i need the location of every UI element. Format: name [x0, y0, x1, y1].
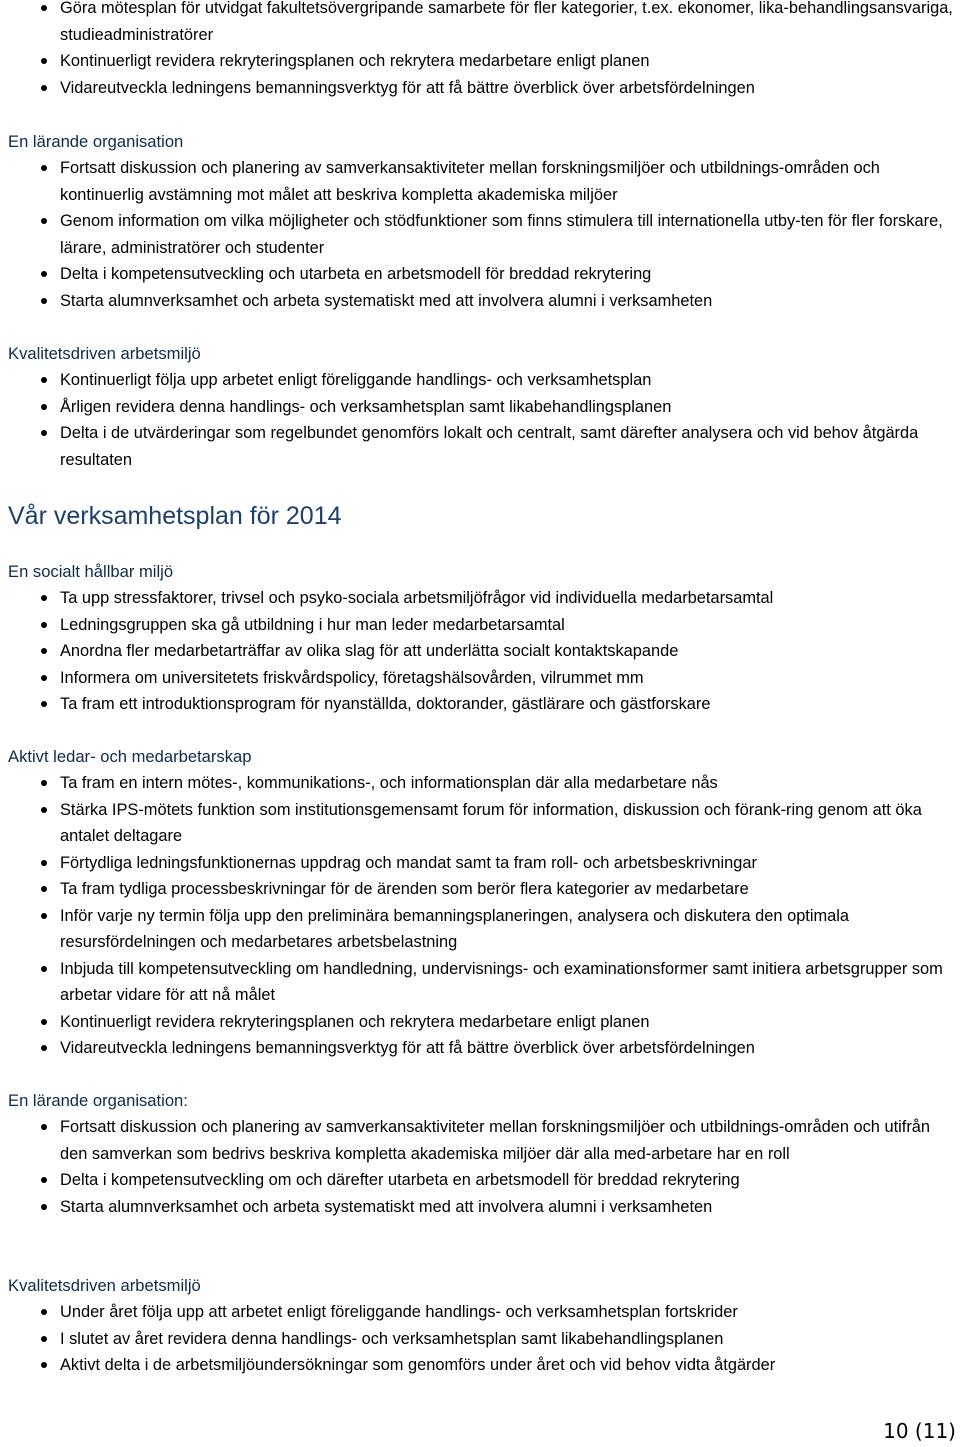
section-heading-kvalitetsdriven-arbetsmiljo-2: Kvalitetsdriven arbetsmiljö: [8, 1276, 201, 1295]
bullet-icon: [41, 430, 47, 436]
bullet-icon: [41, 1362, 47, 1368]
plan-heading: Vår verksamhetsplan för 2014: [8, 502, 342, 530]
list-item-text: Vidareutveckla ledningens bemanningsverktyg för att få bättre överblick över arbetsfördelningen: [60, 1039, 755, 1057]
list-item-text: Informera om universitetets friskvårdspolicy, företagshälsovården, vilrummet mm: [60, 668, 644, 687]
list-item-text: Genom information om vilka möjligheter och stödfunktioner som finns stimulera till internationella utby-ten för fler forskare, lärare, administratörer och studenter: [60, 212, 943, 257]
list-item: [0, 797, 960, 850]
section-heading-socialt-hallbar-miljo: En socialt hållbar miljö: [8, 562, 174, 581]
list-item: [0, 1009, 960, 1036]
list-item-text: Fortsatt diskussion och planering av samverkansaktiviteter mellan forskningsmiljöer och utbildnings-områden och utifrån den samverkan som bedrivs beskriva kompletta akademiska miljöer där alla med-arbetare har en roll: [60, 1118, 931, 1163]
list-item-text: Delta i kompetensutveckling och utarbeta en arbetsmodell för breddad rekrytering: [60, 265, 652, 283]
list-item: [0, 956, 960, 1009]
bullet-icon: [41, 58, 47, 64]
bullet-icon: [41, 622, 47, 628]
kvalitetsdriven-list: [0, 367, 960, 473]
larande-organisation-list: [0, 155, 960, 314]
list-item: [0, 691, 960, 718]
list-item-text: Kontinuerligt revidera rekryteringsplanen och rekrytera medarbetare enligt planen: [60, 52, 650, 70]
bullet-icon: [41, 701, 47, 707]
list-item-text: Ta fram tydliga processbeskrivningar för de ärenden som berör flera kategorier av medarbetare: [60, 880, 749, 898]
list-item-text: Ledningsgruppen ska gå utbildning i hur man leder medarbetarsamtal: [60, 615, 565, 634]
list-item-text: Kontinuerligt följa upp arbetet enligt föreliggande handlings- och verksamhetsplan: [60, 371, 652, 389]
bullet-icon: [41, 1124, 47, 1130]
bullet-icon: [41, 966, 47, 972]
list-item: [0, 638, 960, 665]
bullet-icon: [41, 271, 47, 277]
bullet-icon: [41, 648, 47, 654]
bullet-icon: [41, 298, 47, 304]
list-item-text: Inbjuda till kompetensutveckling om handledning, undervisnings- och examinationsformer samt initiera arbetsgrupper som arbetar vidare för att nå målet: [60, 959, 943, 1004]
list-item: [0, 1352, 960, 1379]
list-item-text: Fortsatt diskussion och planering av samverkansaktiviteter mellan forskningsmiljöer och utbildnings-områden och kontinuerlig avstämning mot målet att beskriva kompletta akademiska miljöer: [60, 159, 880, 204]
list-item: [0, 261, 960, 288]
larande-organisation-list-2: [0, 1114, 960, 1220]
section-heading-kvalitetsdriven-arbetsmiljo: Kvalitetsdriven arbetsmiljö: [8, 344, 201, 363]
list-item: [0, 420, 960, 473]
list-item: [0, 1035, 960, 1062]
bullet-icon: [41, 1019, 47, 1025]
bullet-icon: [41, 913, 47, 919]
list-item-text: Delta i kompetensutveckling om och därefter utarbeta en arbetsmodell för breddad rekrytering: [60, 1171, 740, 1189]
list-item-text: Inför varje ny termin följa upp den preliminära bemanningsplaneringen, analysera och diskutera den optimala resursfördelningen och medarbetares arbetsbelastning: [60, 906, 850, 951]
list-item-text: Under året följa upp att arbetet enligt föreliggande handlings- och verksamhetsplan fortskrider: [60, 1303, 738, 1321]
list-item: [0, 1167, 960, 1194]
list-item-text: Stärka IPS-mötets funktion som institutionsgemensamt forum för information, diskussion och förank-ring genom att öka antalet deltagare: [60, 800, 922, 845]
list-item-text: Kontinuerligt revidera rekryteringsplanen och rekrytera medarbetare enligt planen: [60, 1012, 650, 1031]
list-item: [0, 876, 960, 903]
list-item-text: Aktivt delta i de arbetsmiljöundersökningar som genomförs under året och vid behov vidta åtgärder: [60, 1356, 776, 1374]
list-item: [0, 850, 960, 877]
list-item-text: Ta fram ett introduktionsprogram för nyanställda, doktorander, gästlärare och gästforskare: [60, 695, 711, 713]
bullet-icon: [41, 886, 47, 892]
list-item: [0, 585, 960, 612]
list-item-text: Årligen revidera denna handlings- och verksamhetsplan samt likabehandlingsplanen: [60, 397, 672, 416]
bullet-icon: [41, 1204, 47, 1210]
list-item: [0, 612, 960, 639]
bullet-icon: [41, 780, 47, 786]
list-item: [0, 665, 960, 692]
list-item: [0, 770, 960, 797]
list-item: [0, 48, 960, 75]
bullet-icon: [41, 1045, 47, 1051]
bullet-icon: [41, 1309, 47, 1315]
bullet-icon: [41, 675, 47, 681]
bullet-icon: [41, 404, 47, 410]
list-item-text: Anordna fler medarbetarträffar av olika slag för att underlätta socialt kontaktskapande: [60, 642, 679, 660]
list-item: [0, 367, 960, 394]
bullet-icon: [41, 595, 47, 601]
bullet-icon: [41, 1336, 47, 1342]
socialt-hallbar-list: [0, 585, 960, 718]
page-number: 10 (11): [883, 1419, 956, 1443]
top-list: [0, 0, 960, 101]
list-item-text: Starta alumnverksamhet och arbeta systematiskt med att involvera alumni i verksamheten: [60, 291, 713, 310]
bullet-icon: [41, 1177, 47, 1183]
list-item: [0, 1299, 960, 1326]
section-heading-larande-organisation-2: En lärande organisation:: [8, 1091, 188, 1110]
kvalitetsdriven-list-2: [0, 1299, 960, 1379]
list-item: [0, 903, 960, 956]
list-item-text: Ta fram en intern mötes-, kommunikations-, och informationsplan där alla medarbetare nås: [60, 774, 718, 792]
list-item-text: Vidareutveckla ledningens bemanningsverktyg för att få bättre överblick över arbetsfördelningen: [60, 78, 755, 97]
list-item-text: Göra mötesplan för utvidgat fakultetsövergripande samarbete för fler kategorier, t.ex. ekonomer, lika-behandlingsansvariga, studieadministratörer: [60, 0, 953, 44]
list-item-text: Förtydliga ledningsfunktionernas uppdrag och mandat samt ta fram roll- och arbetsbeskrivningar: [60, 853, 757, 872]
list-item-text: I slutet av året revidera denna handlings- och verksamhetsplan samt likabehandlingsplanen: [60, 1329, 724, 1348]
list-item-text: Ta upp stressfaktorer, trivsel och psyko-sociala arbetsmiljöfrågor vid individuella medarbetarsamtal: [60, 589, 774, 607]
ledar-medarbetarskap-list: [0, 770, 960, 1062]
bullet-icon: [41, 165, 47, 171]
list-item: [0, 1114, 960, 1167]
list-item: [0, 394, 960, 421]
list-item: [0, 75, 960, 102]
bullet-icon: [41, 85, 47, 91]
bullet-icon: [41, 377, 47, 383]
bullet-icon: [41, 5, 47, 11]
list-item: [0, 1326, 960, 1353]
bullet-icon: [41, 218, 47, 224]
bullet-icon: [41, 807, 47, 813]
list-item: [0, 288, 960, 315]
section-heading-ledar-medarbetarskap: Aktivt ledar- och medarbetarskap: [8, 747, 252, 766]
list-item-text: Delta i de utvärderingar som regelbundet genomförs lokalt och centralt, samt därefter analysera och vid behov åtgärda resultaten: [60, 424, 919, 469]
list-item: [0, 208, 960, 261]
list-item: [0, 155, 960, 208]
list-item: [0, 0, 960, 48]
list-item: [0, 1194, 960, 1221]
section-heading-larande-organisation: En lärande organisation: [8, 132, 184, 151]
list-item-text: Starta alumnverksamhet och arbeta systematiskt med att involvera alumni i verksamheten: [60, 1197, 713, 1216]
bullet-icon: [41, 860, 47, 866]
